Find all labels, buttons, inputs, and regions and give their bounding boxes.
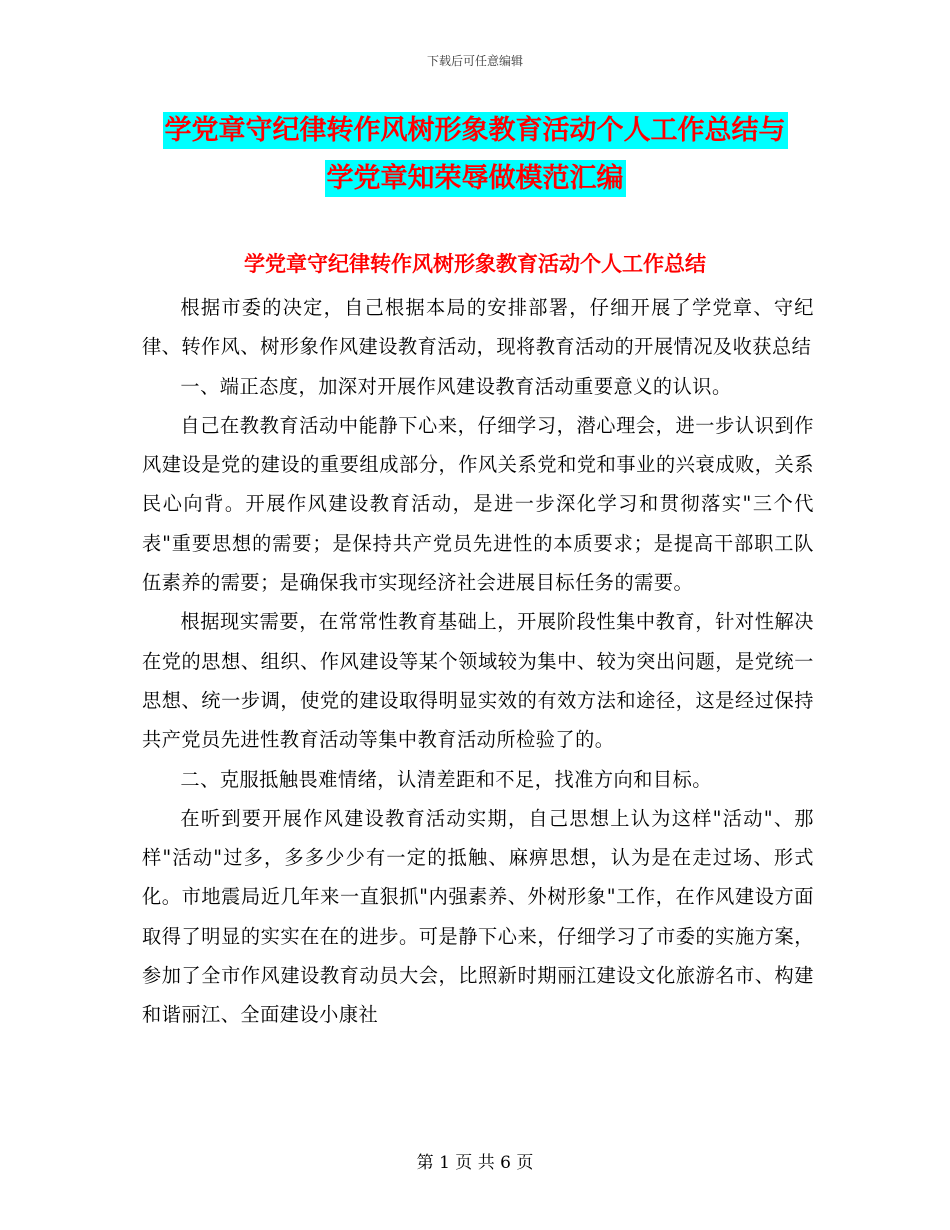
title-line-2: 学党章知荣辱做模范汇编 <box>325 160 626 197</box>
paragraph: 二、克服抵触畏难情绪，认清差距和不足，找准方向和目标。 <box>180 767 712 791</box>
paragraph: 自己在教教育活动中能静下心来，仔细学习，潜心理会，进一步认识到作风建设是党的建设的重要组成部分，作风关系党和党和事业的兴衰成败，关系民心向背。开展作风建设教育活动，是进一步深化学习和贯彻落实"三个代表"重要思想的需要；是保持共产党员先进性的本质要求；是提高干部职工队伍素养的需要；是确保我市实现经济社会进展目标任务的需要。 <box>142 413 814 595</box>
title-line-1: 学党章守纪律转作风树形象教育活动个人工作总结与 <box>163 112 788 149</box>
section-heading: 学党章守纪律转作风树形象教育活动个人工作总结 <box>244 251 706 276</box>
page-footer: 第 1 页 共 6 页 <box>416 1153 534 1173</box>
document-title <box>0 112 950 208</box>
paragraph: 根据市委的决定，自己根据本局的安排部署，仔细开展了学党章、守纪律、转作风、树形象作风建设教育活动，现将教育活动的开展情况及收获总结 <box>142 296 814 359</box>
paragraph: 一、端正态度，加深对开展作风建设教育活动重要意义的认识。 <box>180 374 732 398</box>
page-header-note: 下载后可任意编辑 <box>426 54 523 68</box>
paragraph: 在听到要开展作风建设教育活动实期，自己思想上认为这样"活动"、那样"活动"过多，多多少少有一定的抵触、麻痹思想，认为是在走过场、形式化。市地震局近几年来一直狠抓"内强素养、外树形象"工作，在作风建设方面取得了明显的实实在在的进步。可是静下心来，仔细学习了市委的实施方案，参加了全市作风建设教育动员大会，比照新时期丽江建设文化旅游名市、构建和谐丽江、全面建设小康社 <box>142 806 814 1027</box>
paragraph: 根据现实需要，在常常性教育基础上，开展阶段性集中教育，针对性解决在党的思想、组织、作风建设等某个领域较为集中、较为突出问题，是党统一思想、统一步调，使党的建设取得明显实效的有效方法和途径，这是经过保持共产党员先进性教育活动等集中教育活动所检验了的。 <box>142 610 814 752</box>
body-text <box>142 288 814 1035</box>
